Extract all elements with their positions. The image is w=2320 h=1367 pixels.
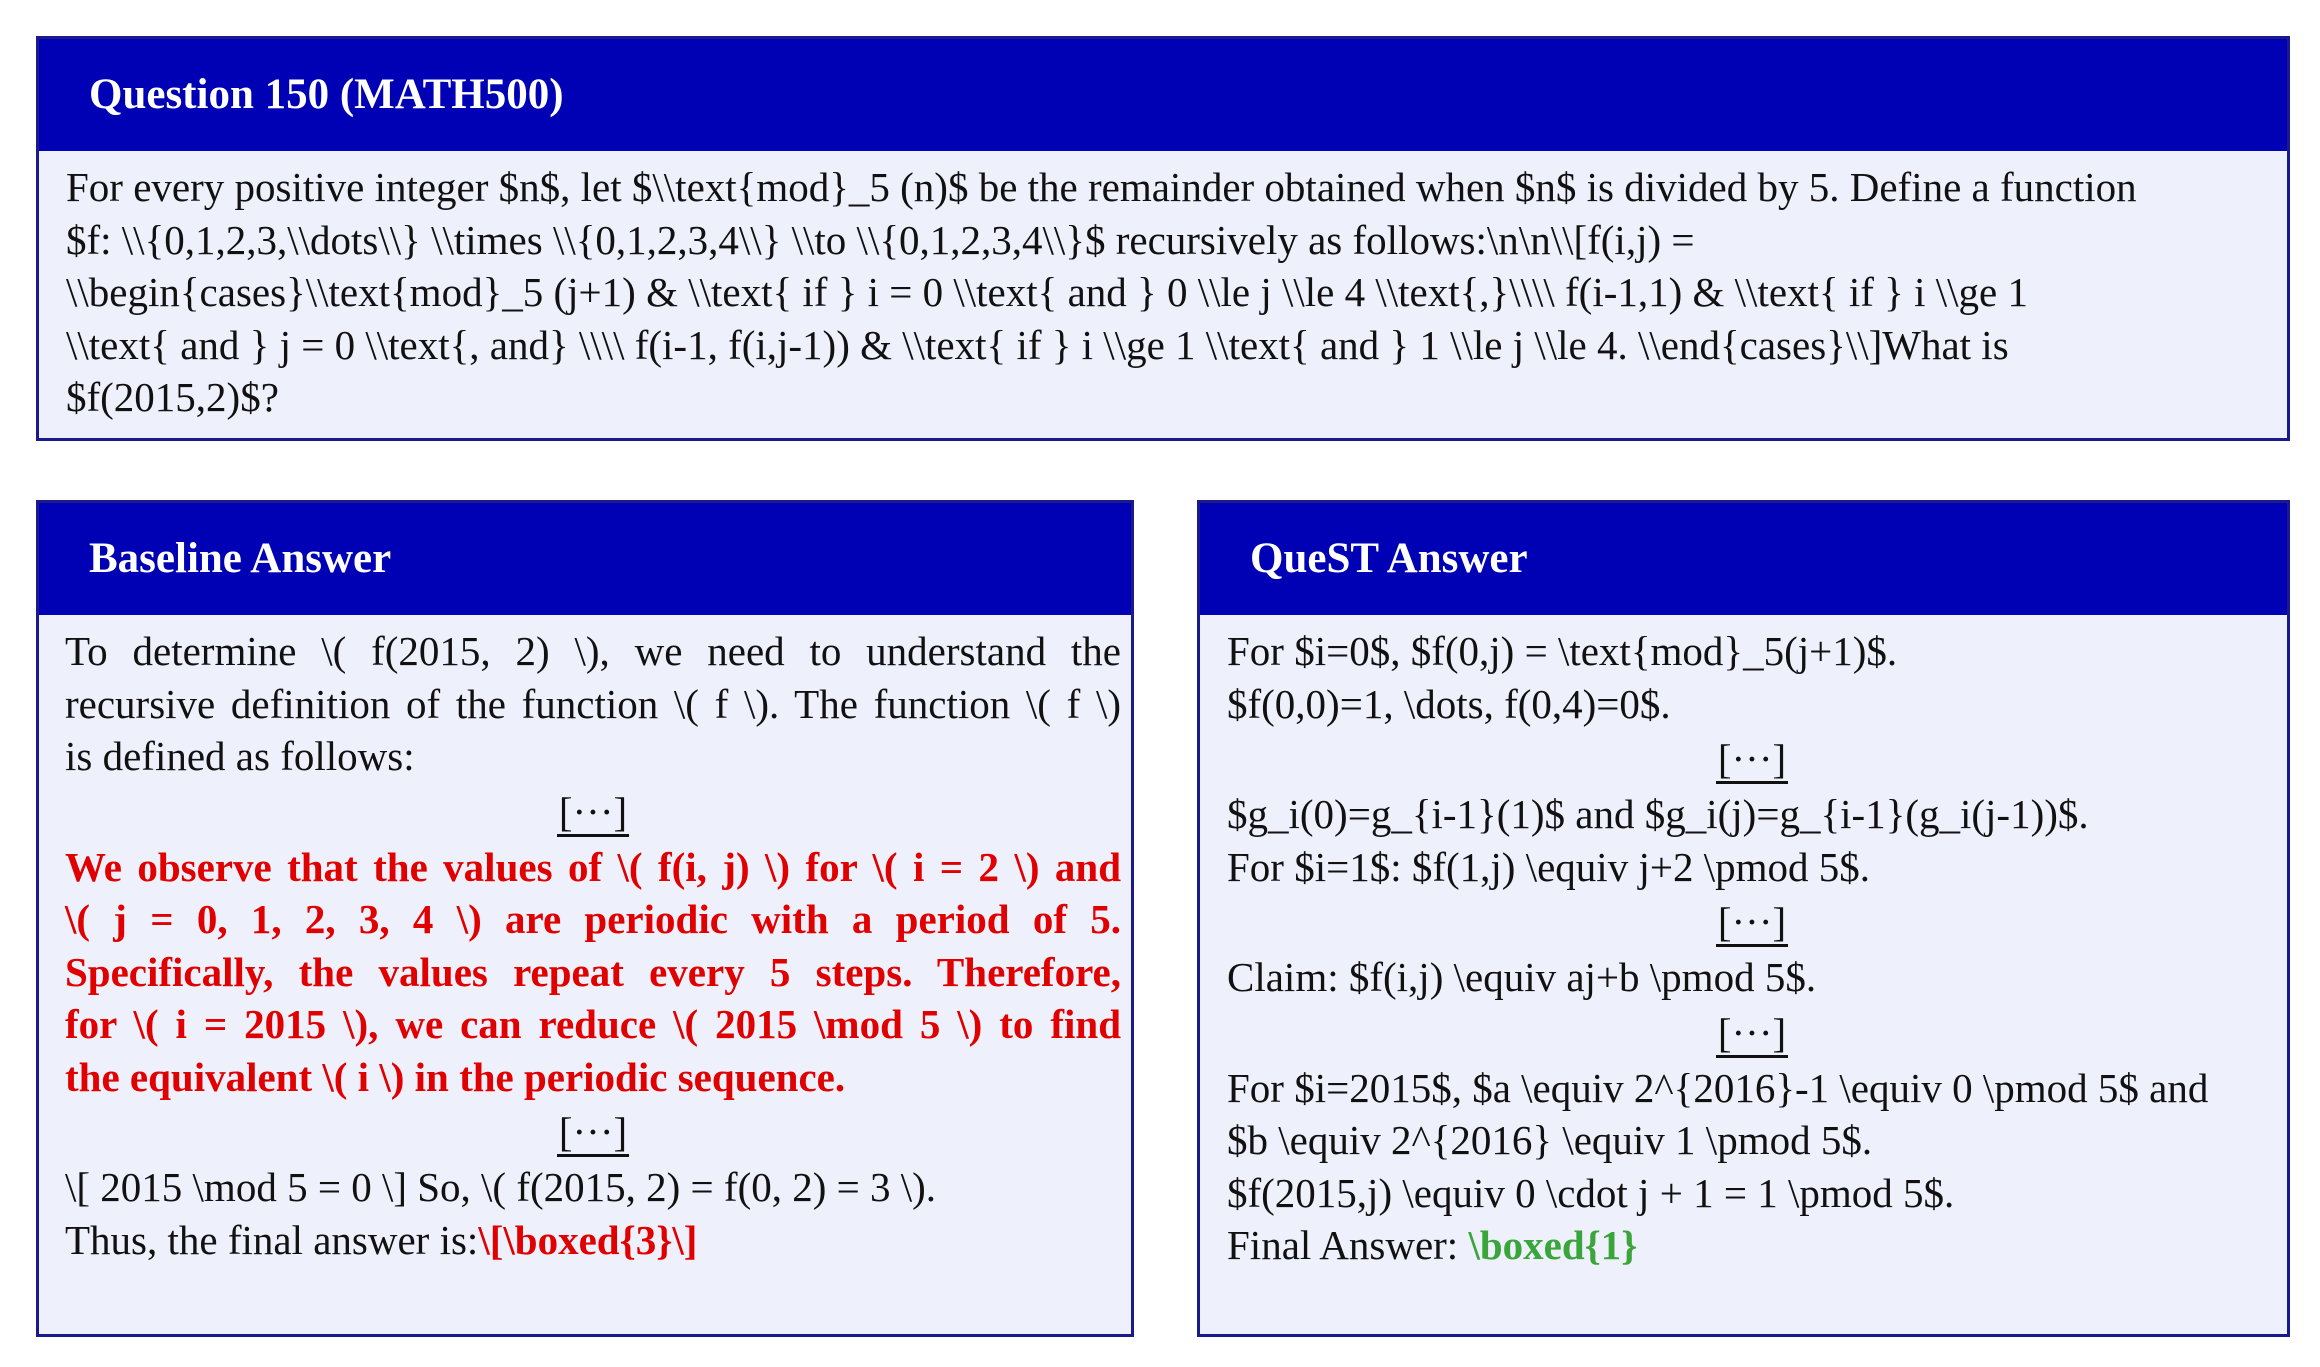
quest-line: Claim: $f(i,j) \equiv aj+b \pmod 5$. xyxy=(1227,954,1817,1000)
omission-marker: [···] xyxy=(1717,736,1787,782)
highlight-line: \( j = 0, 1, 2, 3, 4 \) are periodic with a period of 5. xyxy=(65,896,1121,942)
question-line: For every positive integer $n$, let $\\text{mod}_5 (n)$ be the remainder obtained when $n$ is divided by 5. Define a function xyxy=(66,164,2137,210)
question-text xyxy=(39,151,2287,424)
baseline-intro-line: recursive definition of the function \( f \). The function \( f \) xyxy=(65,680,1121,727)
quest-answer-text xyxy=(1200,615,2287,1272)
baseline-answer-title: Baseline Answer xyxy=(39,503,1131,615)
baseline-final-line xyxy=(65,1214,1121,1267)
question-line: \\text{ and } j = 0 \\text{, and} \\\\ f(i-1, f(i,j-1)) & \\text{ if } i \\ge 1 \\text{ and } 1 \\le j \\le 4. \\end{cases}\\]What is xyxy=(66,321,2009,368)
quest-line: For $i=1$: $f(1,j) \equiv j+2 \pmod 5$. xyxy=(1227,843,1870,890)
quest-line: $f(2015,j) \equiv 0 \cdot j + 1 = 1 \pmod 5$. xyxy=(1227,1169,1955,1216)
highlight-line: Specifically, the values repeat every 5 steps. Therefore, xyxy=(65,948,1121,995)
question-line: \\begin{cases}\\text{mod}_5 (j+1) & \\text{ if } i = 0 \\text{ and } 0 \\le j \\le 4 \\text{,}\\\\ f(i-1,1) & \\text{ if } i \\ge 1 xyxy=(66,269,2028,315)
quest-line: $b \equiv 2^{2016} \equiv 1 \pmod 5$. xyxy=(1227,1117,1873,1163)
question-line: $f: \\{0,1,2,3,\\dots\\} \\times \\{0,1,2,3,4\\} \\to \\{0,1,2,3,4\\}$ recursively as follows:\n\n\\[f(i,j) = xyxy=(66,216,1695,263)
omission-marker: [···] xyxy=(1717,1009,1787,1056)
quest-final-answer: \boxed{1} xyxy=(1468,1222,1638,1268)
quest-line: For $i=0$, $f(0,j) = \text{mod}_5(j+1)$. xyxy=(1227,628,1898,674)
question-title: Question 150 (MATH500) xyxy=(39,39,2287,151)
baseline-highlight xyxy=(65,841,1121,1104)
quest-line: $f(0,0)=1, \dots, f(0,4)=0$. xyxy=(1227,680,1671,727)
omission-marker: [···] xyxy=(1717,899,1787,945)
quest-answer-panel xyxy=(1197,500,2290,1337)
baseline-intro-line: To determine \( f(2015, 2) \), we need to understand the xyxy=(65,628,1121,674)
question-panel xyxy=(36,36,2290,441)
omission-marker: [···] xyxy=(558,788,628,835)
quest-final-line xyxy=(1227,1219,2277,1272)
final-prefix: Thus, the final answer is: xyxy=(65,1216,479,1263)
highlight-line: for \( i = 2015 \), we can reduce \( 2015 \mod 5 \) to find xyxy=(65,1001,1121,1047)
omission-marker: [···] xyxy=(558,1109,628,1155)
baseline-answer-panel xyxy=(36,500,1134,1337)
baseline-intro-line: is defined as follows: xyxy=(65,733,415,779)
final-prefix: Final Answer: xyxy=(1227,1222,1469,1268)
quest-line: $g_i(0)=g_{i-1}(1)$ and $g_i(j)=g_{i-1}(g_i(j-1))$. xyxy=(1227,791,2089,837)
highlight-line: the equivalent \( i \) in the periodic sequence. xyxy=(65,1053,846,1100)
baseline-calc-line: \[ 2015 \mod 5 = 0 \] So, \( f(2015, 2) = f(0, 2) = 3 \). xyxy=(65,1164,937,1210)
quest-line: For $i=2015$, $a \equiv 2^{2016}-1 \equiv 0 \pmod 5$ and xyxy=(1227,1064,2209,1111)
baseline-answer-text xyxy=(39,615,1131,1266)
baseline-final-answer: \[\boxed{3}\] xyxy=(478,1216,698,1263)
highlight-line: We observe that the values of \( f(i, j) \) for \( i = 2 \) and xyxy=(65,843,1121,890)
quest-answer-title: QueST Answer xyxy=(1200,503,2287,615)
question-line: $f(2015,2)$? xyxy=(66,374,279,420)
